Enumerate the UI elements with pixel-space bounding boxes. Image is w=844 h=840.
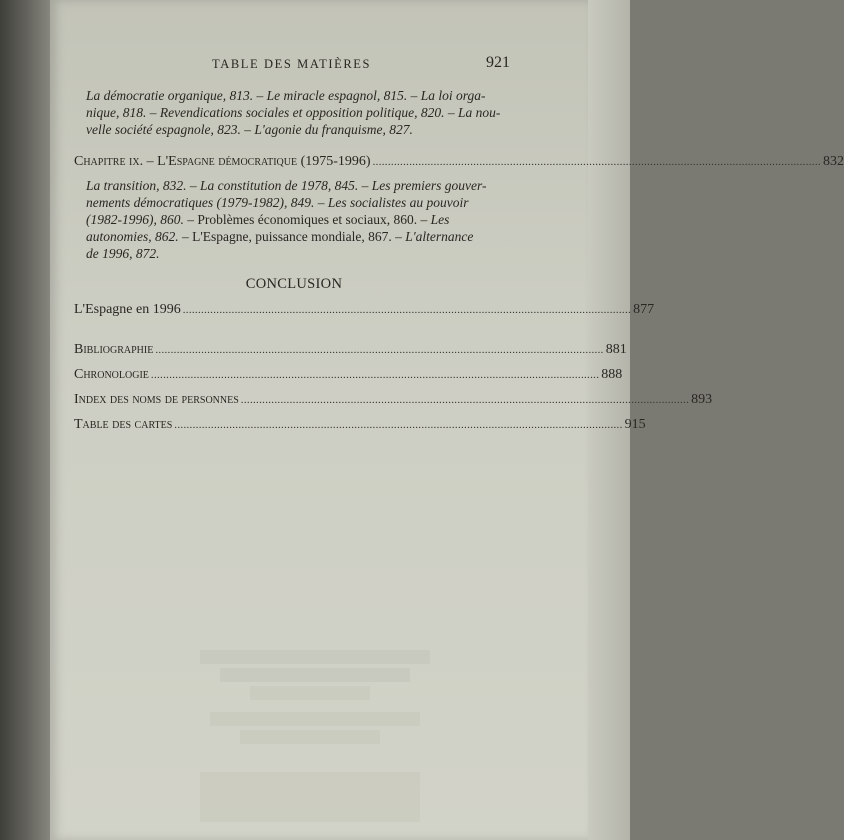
bleed-through-text — [240, 730, 380, 744]
book-page — [50, 0, 844, 840]
book-spine-shadow — [0, 0, 52, 840]
toc-entry-page: 877 — [633, 302, 655, 317]
page-header — [50, 54, 588, 74]
summary-line: velle société espagnole, 823. – L'agonie du franquisme, 827. — [86, 122, 413, 137]
spacer — [74, 319, 514, 341]
toc-entry-page: 832 — [822, 154, 844, 169]
toc-entry-bibliographie[interactable] — [74, 341, 627, 359]
summary-fragment: autonomies, 862. — [86, 229, 182, 244]
chapter-9-summary — [74, 177, 514, 262]
toc-entry-chronologie[interactable] — [74, 366, 623, 384]
dot-leader: ................................................................................................................................................... — [150, 369, 600, 381]
summary-line: La transition, 832. – La constitution de 1978, 845. – Les premiers gouver- — [86, 178, 487, 193]
summary-line: La démocratie organique, 813. – Le miracle espagnol, 815. – La loi orga- — [86, 88, 486, 103]
toc-entry-page: 893 — [691, 392, 713, 407]
toc-entry-label: Chronologie — [74, 367, 149, 382]
toc-entry-page: 915 — [624, 417, 646, 432]
chapter-8-summary — [74, 87, 514, 138]
toc-entry-label: Index des noms de personnes — [74, 392, 239, 407]
summary-line — [86, 211, 514, 228]
dot-leader: ................................................................................................................................................... — [155, 344, 604, 356]
summary-fragment: – Les — [417, 212, 450, 227]
toc-entry-page: 888 — [601, 367, 623, 382]
table-of-contents — [74, 87, 844, 434]
toc-entry-chapter-9[interactable] — [74, 153, 844, 171]
bleed-through-text — [250, 686, 370, 700]
summary-line: nique, 818. – Revendications sociales et opposition politique, 820. – La nou- — [86, 105, 501, 120]
summary-fragment: – L'Espagne, puissance mondiale, 867. — [182, 229, 392, 244]
bleed-through-text — [200, 772, 420, 822]
dot-leader: ................................................................................................................................................... — [240, 394, 690, 406]
conclusion-heading: CONCLUSION — [245, 276, 343, 292]
toc-entry-label — [74, 153, 371, 171]
dot-leader: ................................................................................................................................................... — [174, 419, 623, 431]
toc-entry-page: 881 — [605, 342, 627, 357]
running-head: TABLE DES MATIÈRES — [212, 57, 372, 71]
summary-line: de 1996, 872. — [86, 246, 160, 261]
page-number: 921 — [486, 54, 510, 71]
dot-leader: ................................................................................................................................................... — [182, 304, 632, 316]
summary-fragment: (1982-1996), 860. — [86, 212, 188, 227]
chapter-label: Chapitre ix. – L'Espagne démocratique (1975-1996) — [74, 154, 371, 169]
toc-entry-label: Table des cartes — [74, 417, 173, 432]
toc-entry-index[interactable] — [74, 391, 713, 409]
toc-entry-label: Bibliographie — [74, 342, 154, 357]
summary-fragment: – Problèmes économiques et sociaux, 860. — [187, 212, 418, 227]
toc-entry-table-des-cartes[interactable] — [74, 416, 646, 434]
bleed-through-text — [210, 712, 420, 726]
toc-entry-label: L'Espagne en 1996 — [74, 302, 181, 317]
bleed-through-text — [220, 668, 410, 682]
summary-line — [86, 228, 514, 245]
summary-fragment: – L'alternance — [391, 229, 474, 244]
bleed-through-text — [200, 650, 430, 664]
summary-line: nements démocratiques (1979-1982), 849. – Les socialistes au pouvoir — [86, 195, 469, 210]
toc-entry-conclusion[interactable] — [74, 301, 655, 319]
dot-leader: ................................................................................................................................................... — [372, 156, 821, 168]
